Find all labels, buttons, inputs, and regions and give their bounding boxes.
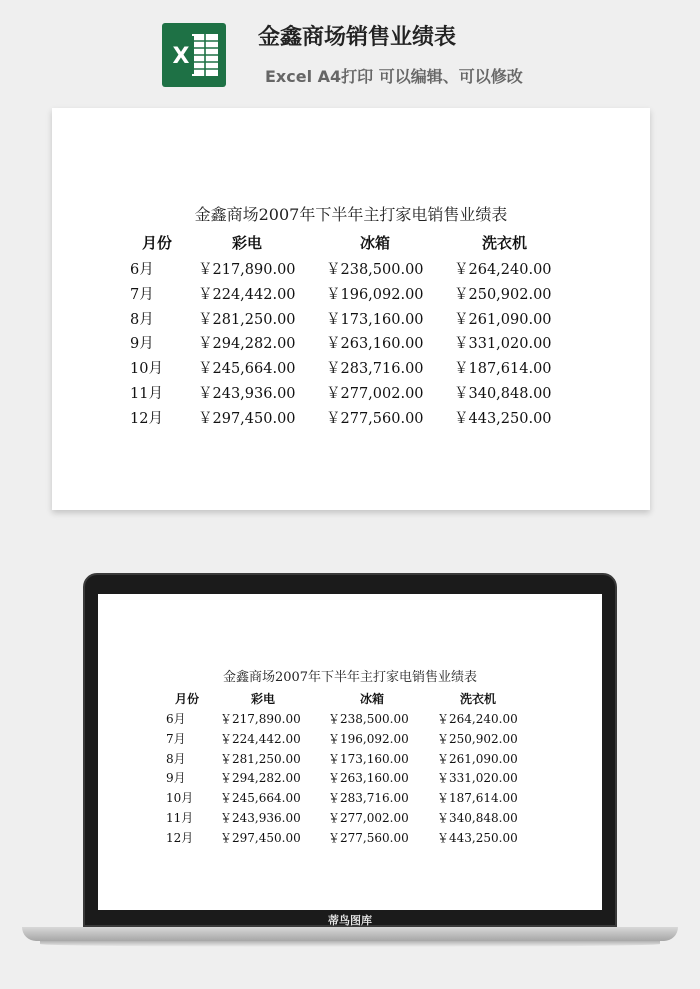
value-cell: ￥217,890.00	[198, 262, 296, 278]
value-cell: ￥261,090.00	[454, 311, 552, 328]
value-cell: ￥187,614.00	[454, 361, 552, 378]
month-cell: 8月	[166, 751, 186, 766]
value-cell: ￥238,500.00	[326, 262, 424, 278]
value-cell: ￥264,240.00	[437, 712, 518, 726]
month-cell: 9月	[130, 336, 154, 353]
sheet-title: 金鑫商场2007年下半年主打家电销售业绩表	[194, 205, 508, 224]
month-cell: 6月	[130, 262, 154, 278]
value-cell: ￥196,092.00	[326, 286, 424, 303]
logo-letter: X	[172, 44, 190, 69]
column-header: 洗衣机	[482, 234, 528, 252]
value-cell: ￥263,160.00	[328, 771, 409, 786]
value-cell: ￥281,250.00	[220, 751, 301, 766]
laptop-base	[22, 927, 678, 941]
value-cell: ￥443,250.00	[454, 410, 552, 427]
value-cell: ￥294,282.00	[220, 771, 301, 786]
column-header: 冰箱	[360, 692, 385, 706]
sheet-preview	[52, 108, 650, 510]
laptop-sheet-title: 金鑫商场2007年下半年主打家电销售业绩表	[222, 670, 478, 685]
column-header: 月份	[142, 234, 173, 252]
value-cell: ￥340,848.00	[454, 386, 552, 402]
value-cell: ￥187,614.00	[437, 791, 518, 806]
excel-logo-icon	[162, 23, 226, 87]
month-cell: 7月	[166, 731, 186, 746]
value-cell: ￥196,092.00	[328, 731, 409, 746]
column-header: 洗衣机	[460, 692, 497, 706]
value-cell: ￥297,450.00	[220, 830, 301, 845]
value-cell: ￥224,442.00	[220, 731, 301, 746]
month-cell: 11月	[130, 386, 163, 402]
value-cell: ￥173,160.00	[326, 311, 424, 328]
laptop-base-shadow	[40, 941, 660, 947]
value-cell: ￥238,500.00	[328, 712, 409, 726]
column-header: 月份	[175, 692, 200, 706]
value-cell: ￥281,250.00	[198, 311, 296, 328]
value-cell: ￥277,002.00	[328, 811, 409, 825]
value-cell: ￥224,442.00	[198, 286, 296, 303]
value-cell: ￥245,664.00	[198, 361, 296, 378]
laptop-sales-table	[98, 594, 602, 910]
value-cell: ￥283,716.00	[326, 361, 424, 378]
value-cell: ￥217,890.00	[220, 712, 301, 726]
value-cell: ￥250,902.00	[454, 286, 552, 303]
month-cell: 10月	[166, 791, 194, 806]
value-cell: ￥331,020.00	[437, 771, 518, 786]
value-cell: ￥294,282.00	[198, 336, 296, 353]
value-cell: ￥340,848.00	[437, 811, 518, 825]
sales-table	[52, 108, 650, 510]
column-header: 彩电	[232, 234, 263, 252]
laptop-screen	[98, 594, 602, 910]
value-cell: ￥261,090.00	[437, 751, 518, 766]
value-cell: ￥331,020.00	[454, 336, 552, 353]
value-cell: ￥443,250.00	[437, 830, 518, 845]
value-cell: ￥243,936.00	[198, 386, 296, 402]
month-cell: 12月	[166, 830, 194, 845]
month-cell: 8月	[130, 311, 154, 328]
month-cell: 12月	[130, 410, 163, 427]
month-cell: 11月	[166, 811, 194, 825]
value-cell: ￥245,664.00	[220, 791, 301, 806]
page-subtitle: Excel A4打印 可以编辑、可以修改	[265, 67, 523, 86]
value-cell: ￥250,902.00	[437, 731, 518, 746]
value-cell: ￥277,002.00	[326, 386, 424, 402]
value-cell: ￥263,160.00	[326, 336, 424, 353]
column-header: 冰箱	[360, 234, 391, 252]
month-cell: 9月	[166, 771, 186, 786]
value-cell: ￥283,716.00	[328, 791, 409, 806]
value-cell: ￥297,450.00	[198, 410, 296, 427]
laptop-brand-label: 蒂鸟图库	[328, 914, 372, 927]
value-cell: ￥173,160.00	[328, 751, 409, 766]
month-cell: 7月	[130, 286, 154, 303]
value-cell: ￥243,936.00	[220, 811, 301, 825]
column-header: 彩电	[251, 692, 276, 706]
value-cell: ￥277,560.00	[328, 830, 409, 845]
value-cell: ￥264,240.00	[454, 262, 552, 278]
value-cell: ￥277,560.00	[326, 410, 424, 427]
page-title: 金鑫商场销售业绩表	[258, 25, 457, 50]
month-cell: 10月	[130, 361, 163, 378]
month-cell: 6月	[166, 712, 186, 726]
